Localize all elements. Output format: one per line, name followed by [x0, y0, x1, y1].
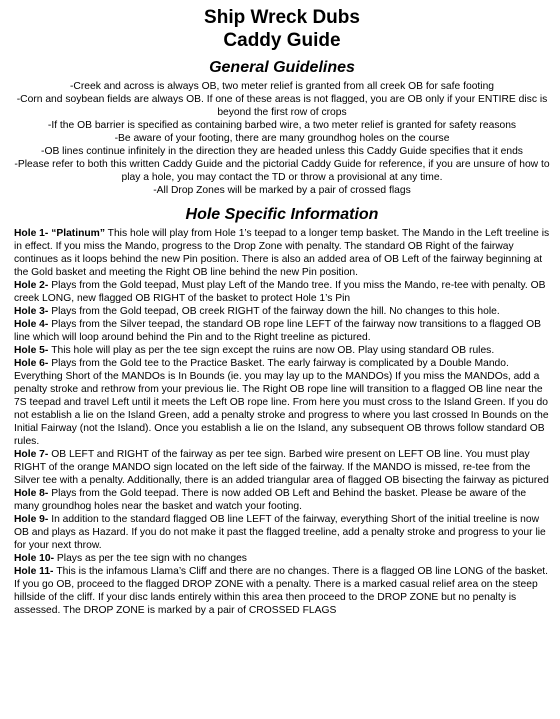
hole-label: Hole 1- [14, 228, 52, 239]
hole-entry-10 [14, 552, 550, 565]
hole-list [14, 227, 550, 617]
hole-label: Hole 3- [14, 306, 52, 317]
hole-entry-4 [14, 318, 550, 344]
hole-text: Plays from the Gold teepad. There is now added OB Left and Behind the basket. Please be aware of the many groundhog holes near the basket and watch your footing. [14, 488, 527, 512]
guideline-item: -All Drop Zones will be marked by a pair of crossed flags [153, 185, 411, 196]
guideline-item: -Please refer to both this written Caddy Guide and the pictorial Caddy Guide for reference, if you are unsure of how to play a hole, you may contact the TD or throw a provisional at any time. [14, 159, 550, 183]
hole-info-heading: Hole Specific Information [185, 206, 379, 223]
hole-text: In addition to the standard flagged OB line LEFT of the fairway, everything Short of the initial treeline is now OB and plays as Hazard. If you do not make it past the flagged treeline, add a penalty stroke and progress to your lie for your next throw. [14, 514, 546, 551]
hole-text: This hole will play as per the tee sign except the ruins are now OB. Play using standard OB rules. [51, 345, 495, 356]
hole-entry-5 [14, 344, 550, 357]
hole-entry-7 [14, 448, 550, 487]
hole-entry-11 [14, 565, 550, 617]
hole-label: Hole 4- [14, 319, 52, 330]
hole-text: Plays from the Silver teepad, the standard OB rope line LEFT of the fairway now transitions to a flagged OB line which will loop around behind the Pin and to the Right treeline as pictured. [14, 319, 541, 343]
hole-nickname: “Platinum” [51, 228, 105, 239]
hole-text: This hole will play from Hole 1’s teepad to a longer temp basket. The Mando in the Left treeline is in effect. If you miss the Mando, progress to the Drop Zone with penalty. The standard OB Right of the fairway continues as it loops behind the new Pin position. There is also an added area of OB Left of the fairway beginning at the Gold basket and meeting the Right OB line behind the new Pin position. [14, 228, 550, 278]
guideline-item: -Be aware of your footing, there are many groundhog holes on the course [114, 133, 450, 144]
hole-label: Hole 9- [14, 514, 52, 525]
hole-label: Hole 11- [14, 566, 57, 577]
general-guidelines-heading: General Guidelines [209, 59, 355, 76]
guideline-item: -Corn and soybean fields are always OB. If one of these areas is not flagged, you are OB only if your ENTIRE disc is beyond the first row of crops [16, 94, 548, 118]
guideline-item: -Creek and across is always OB, two meter relief is granted from all creek OB for safe footing [69, 81, 495, 92]
hole-text: Plays from the Gold teepad, Must play Left of the Mando tree. If you miss the Mando, re-tee with penalty. OB creek LONG, new flagged OB RIGHT of the basket to protect Hole 1’s Pin [14, 280, 546, 304]
hole-label: Hole 8- [14, 488, 52, 499]
hole-text: Plays as per the tee sign with no changes [56, 553, 247, 564]
hole-text: OB LEFT and RIGHT of the fairway as per tee sign. Barbed wire present on LEFT OB line. You must play RIGHT of the orange MANDO sign located on the left side of the fairway. If the MANDO is missed, re-tee from the Silver tee with a penalty. Additionally, there is an added triangular area of flagged OB bisecting the fairway as pictured [14, 449, 549, 486]
hole-text: Plays from the Gold tee to the Practice Basket. The early fairway is complicated by a Double Mando. Everything Short of the MANDOs is In Bounds (ie. you may lay up to the MANDOs) If you miss the MANDOs, add a penalty stroke and rethrow from your previous lie. The Right OB rope line will transition to a flagged OB line near the 7S teepad and travel Left until it meets the Left OB rope line. From here you must cross to the Island Green. If you do not establish a lie on the Island Green, add a penalty stroke and progress to where you last crossed In Bounds on the Initial Fairway (not the Island). Once you establish a lie on the Island, any subsequent OB throws follow standard OB rules. [14, 358, 549, 447]
hole-entry-2 [14, 279, 550, 305]
hole-label: Hole 5- [14, 345, 52, 356]
hole-label: Hole 7- [14, 449, 52, 460]
guideline-item: -OB lines continue infinitely in the direction they are headed unless this Caddy Guide specifies that it ends [41, 146, 523, 157]
hole-entry-9 [14, 513, 550, 552]
doc-title-line1: Ship Wreck Dubs [204, 7, 360, 28]
hole-label: Hole 6- [14, 358, 52, 369]
guideline-item: -If the OB barrier is specified as containing barbed wire, a two meter relief is granted for safety reasons [47, 120, 517, 131]
hole-text: Plays from the Gold teepad, OB creek RIGHT of the fairway down the hill. No changes to this hole. [51, 306, 500, 317]
hole-entry-3 [14, 305, 550, 318]
doc-title-line2: Caddy Guide [223, 30, 341, 51]
hole-entry-1 [14, 227, 550, 279]
hole-entry-8 [14, 487, 550, 513]
hole-label: Hole 10- [14, 553, 57, 564]
hole-label: Hole 2- [14, 280, 52, 291]
hole-text: This is the infamous Llama’s Cliff and there are no changes. There is a flagged OB line LONG of the basket. If you go OB, proceed to the flagged DROP ZONE with a penalty. There is a marked casual relief area on the steep hillside of the cliff. If your disc lands entirely within this area then proceed to the DROP ZONE but no penalty is assessed. The DROP ZONE is marked by a pair of CROSSED FLAGS [14, 566, 549, 616]
guidelines-list [14, 80, 550, 197]
hole-entry-6 [14, 357, 550, 448]
